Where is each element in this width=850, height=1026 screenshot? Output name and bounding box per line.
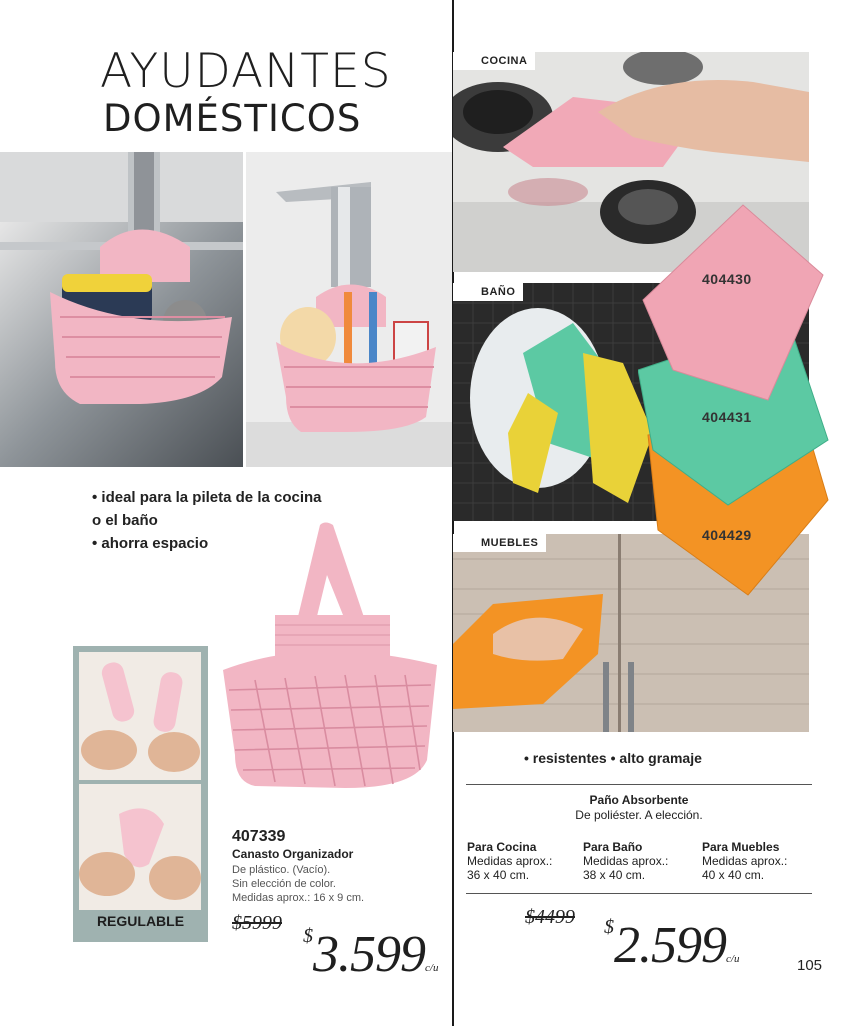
column-muebles: Para Muebles Medidas aprox.: 40 x 40 cm. [702,840,788,882]
cloth-price [604,916,739,975]
tag-bano: BAÑO [453,283,523,301]
price-value: 3.599 [313,926,425,983]
basket-product-image [215,520,445,810]
rule-top [466,784,812,785]
bullet-item: • ahorra espacio [92,535,209,552]
code-pink-cloth: 404430 [702,271,752,287]
rule-bottom [466,893,812,894]
price [303,925,438,984]
cloth-price-sign: $ [604,916,614,938]
old-price: $5999 [232,912,282,934]
bullet-item: • ideal para la pileta de la cocina [92,489,322,506]
tag-cocina: COCINA [453,52,535,70]
cloth-price-unit: c/u [726,953,740,965]
product-code: 407339 [232,828,286,845]
column-cocina: Para Cocina Medidas aprox.: 36 x 40 cm. [467,840,553,882]
page-title: AYUDANTES [100,44,392,99]
price-unit: c/u [425,962,439,974]
cloth-product-name: Paño Absorbente [589,793,689,807]
bullet-item: o el baño [92,512,158,529]
page-number: 105 [797,957,823,974]
strap-photo-1 [79,652,201,780]
column-bano: Para Baño Medidas aprox.: 38 x 40 cm. [583,840,669,882]
regulable-label: REGULABLE [96,913,185,929]
product-description: De plástico. (Vacío). Sin elección de color. Medidas aprox.: 16 x 9 cm. [232,864,365,904]
cloth-bullets: • resistentes • alto gramaje [524,750,702,766]
photo-kitchen-sink [0,152,243,467]
price-sign: $ [303,925,313,947]
code-green-cloth: 404431 [702,409,752,425]
cloth-product-description: De poliéster. A elección. [575,808,703,822]
page-subtitle: DOMÉSTICOS [103,97,362,140]
product-name: Canasto Organizador [232,847,354,861]
regulable-box [73,646,208,942]
cloth-price-value: 2.599 [614,917,726,974]
cloth-old-price: $4499 [525,906,575,928]
strap-photo-2 [79,784,201,910]
tag-muebles: MUEBLES [453,534,546,552]
photo-bathroom-faucet [246,152,452,467]
code-orange-cloth: 404429 [702,527,752,543]
